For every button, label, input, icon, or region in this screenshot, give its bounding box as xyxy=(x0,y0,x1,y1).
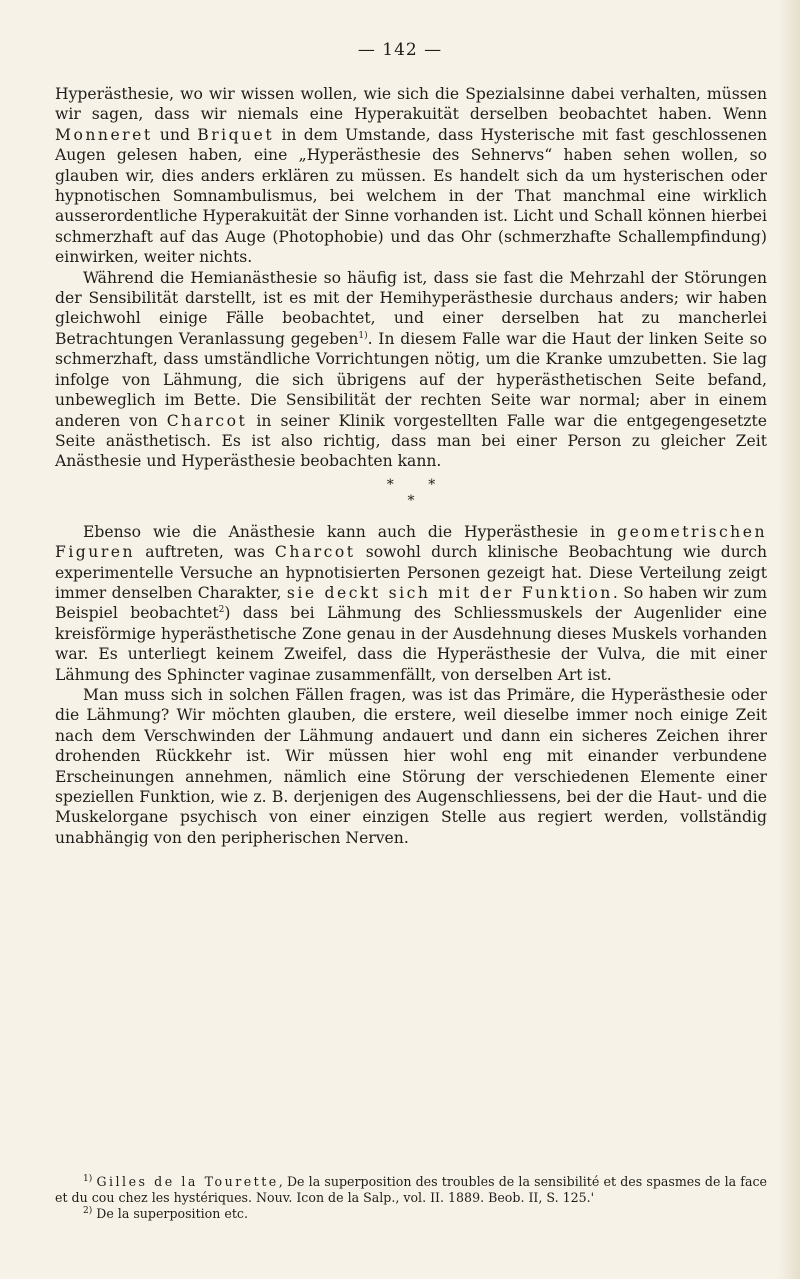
emphasis: geometrischen Figuren xyxy=(55,522,767,562)
paragraph-3: Ebenso wie die Anästhesie kann auch die Hyperästhesie in geometrischen Figuren auftreten, was Charcot sowohl durch klinische Beobachtung wie durch experimentelle Versuche an hypnotisierten Personen gezeigt hat. Diese Verteilung zeigt immer denselben Charakter, sie deckt sich mit der Funktion. So haben wir zum Beispiel beobachtet$^2$) dass bei Lähmung des Schliessmuskels der Augenlider eine kreisförmige hyperästhetische Zone genau in der Ausdehnung dieses Muskels vorhanden war. Es unterliegt keinem Zweifel, dass die Hyperästhesie der Vulva, die mit einer Lähmung des Sphincter vaginae zusammenfällt, von derselben Art ist. xyxy=(55,522,767,684)
paragraph-2: Während die Hemianästhesie so häufig ist, dass sie fast die Mehrzahl der Störungen der Sensibilität darstellt, ist es mit der Hemihyperästhesie durchaus anders; wir haben gleichwohl einige Fälle beobachtet, und einer derselben hat zu mancherlei Betrachtungen Veranlassung gegeben$^{1)}$. In diesem Falle war die Haut der linken Seite so schmerzhaft, dass umständliche Vorrichtungen nötig, um die Kranke umzubetten. Sie lag infolge von Lähmung, die sich übrigens auf der hyperästhetischen Seite befand, unbeweglich im Bette. Die Sensibilität der rechten Seite war normal; aber in einem anderen von Charcot in seiner Klinik vorgestellten Falle war die entgegengesetzte Seite anästhetisch. Es ist also richtig, dass man bei einer Person zu gleicher Zeit Anästhesie und Hyperästhesie beobachten kann. xyxy=(55,268,767,471)
footnote-marker: 1) xyxy=(83,1173,93,1184)
emphasis: sie deckt sich mit der Funktion xyxy=(286,583,613,602)
divider-stars-bottom: * xyxy=(407,492,415,509)
footnote-ref: 1) xyxy=(358,330,368,341)
footnote-1: $^{1)}$ Gilles de la Tourette, De la superposition des troubles de la sensibilité et des spasmes de la face et du cou chez les hystériques. Nouv. Icon de la Salp., vol. II. 1889. Beob. II, S. 125.' xyxy=(55,1173,767,1205)
footnote-ref: 2 xyxy=(218,605,225,616)
author-name: Briquet xyxy=(197,125,275,144)
divider-stars-top: * * xyxy=(386,476,436,493)
footnote-2: $^{2)}$ De la superposition etc. xyxy=(83,1205,248,1221)
page-edge-shadow xyxy=(778,0,800,1279)
footnote-marker: 2) xyxy=(83,1205,93,1216)
author-name: Gilles de la Tourette xyxy=(96,1174,279,1189)
page-number: — 142 — xyxy=(357,40,443,60)
author-name: Charcot xyxy=(166,411,248,430)
main-text xyxy=(55,84,767,848)
paragraph-1: Hyperästhesie, wo wir wissen wollen, wie sich die Spezialsinne dabei verhalten, müssen wir sagen, dass wir niemals eine Hyperakuität derselben beobachtet haben. Wenn Monneret und Briquet in dem Umstande, dass Hysterische mit fast geschlossenen Augen gelesen haben, eine „Hyperästhesie des Sehnervs“ haben sehen wollen, so glauben wir, dies anders erklären zu müssen. Es handelt sich da um hysterischen oder hypnotischen Somnambulismus, bei welchem in der That manchmal eine wirklich ausserordentliche Hyperakuität der Sinne vorhanden ist. Licht und Schall können hierbei schmerzhaft auf das Auge (Photophobie) und das Ohr (schmerzhafte Schallempfindung) einwirken, weiter nichts. xyxy=(55,85,767,267)
author-name: Monneret xyxy=(55,125,153,144)
footnotes xyxy=(55,1174,767,1222)
paragraph-4: Man muss sich in solchen Fällen fragen, was ist das Primäre, die Hyperästhesie oder die Lähmung? Wir möchten glauben, die erstere, weil dieselbe immer noch einige Zeit nach dem Verschwinden der Lähmung andauert und dann ein sicheres Zeichen ihrer drohenden Rückkehr ist. Wir müssen hier wohl eng mit einander verbundene Erscheinungen annehmen, nämlich eine Störung der verschiedenen Elemente einer speziellen Funktion, wie z. B. derjenigen des Augenschliessens, bei der die Haut- und die Muskelorgane psychisch von einer einzigen Stelle aus regiert werden, vollständig unabhängig von den peripherischen Nerven. xyxy=(55,685,767,847)
section-divider xyxy=(55,478,767,516)
author-name: Charcot xyxy=(274,543,356,562)
